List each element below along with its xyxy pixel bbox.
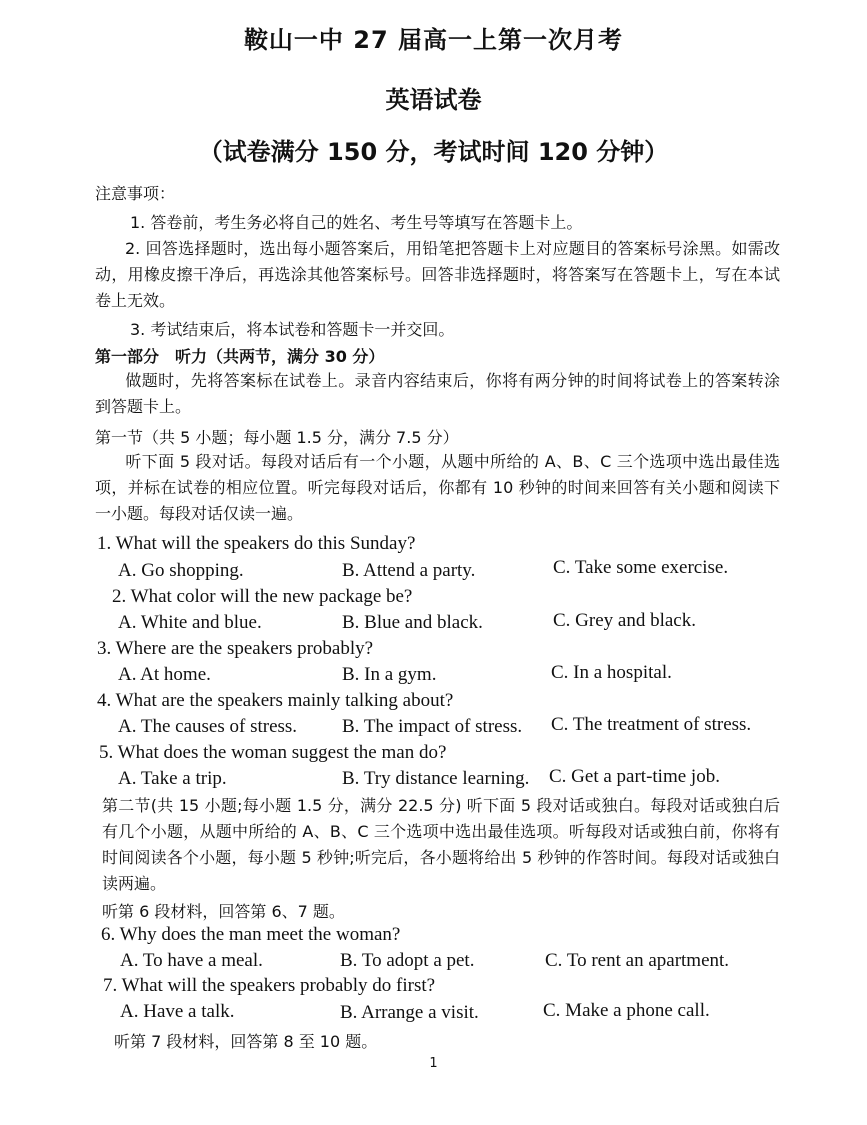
option-b: B. Arrange a visit. (340, 1002, 479, 1023)
option-a: A. Have a talk. (120, 1001, 235, 1022)
option-b: B. Attend a party. (342, 560, 476, 581)
option-b: B. Blue and black. (342, 612, 483, 633)
note-item-2-text: 2. 回答选择题时，选出每小题答案后，用铅笔把答题卡上对应题目的答案标号涂黑。如需改动，用橡皮擦干净后，再选涂其他答案标号。回答非选择题时，将答案写在答题卡上，写在本试卷上无效。 (95, 239, 780, 310)
option-b: B. To adopt a pet. (340, 950, 475, 971)
exam-info: （试卷满分 150 分，考试时间 120 分钟） (198, 138, 669, 166)
question-stem: 6. Why does the man meet the woman? (101, 924, 401, 945)
option-a: A. At home. (118, 664, 211, 685)
page-number: 1 (429, 1056, 438, 1071)
question-stem: 2. What color will the new package be? (112, 586, 413, 607)
option-a: A. Go shopping. (118, 560, 244, 581)
option-b: B. Try distance learning. (342, 768, 530, 789)
exam-title: 鞍山一中 27 届高一上第一次月考 (243, 26, 624, 54)
note-item-3: 3. 考试结束后，将本试卷和答题卡一并交回。 (130, 320, 455, 339)
section1-intro (95, 449, 780, 527)
option-c: C. Make a phone call. (543, 1000, 710, 1021)
option-b: B. In a gym. (342, 664, 437, 685)
material-7-note: 听第 7 段材料，回答第 8 至 10 题。 (114, 1032, 378, 1051)
option-c: C. Grey and black. (553, 610, 696, 631)
section2-intro: 第二节(共 15 小题;每小题 1.5 分，满分 22.5 分) 听下面 5 段对话或独白。每段对话或独白后有几个小题，从题中所给的 A、B、C 三个选项中选出最佳选项。听每段对话或独白前，你将有时间阅读各个小题，每小题 5 秒钟;听完后，各小题将给出 5 秒钟的作答时间。每段对话或独白读两遍。 (102, 796, 780, 893)
question-stem: 3. Where are the speakers probably? (97, 638, 374, 659)
notes-heading: 注意事项： (95, 184, 176, 203)
option-a: A. White and blue. (118, 612, 262, 633)
option-c: C. The treatment of stress. (551, 714, 752, 735)
option-a: A. Take a trip. (118, 768, 227, 789)
option-b: B. The impact of stress. (342, 716, 523, 737)
section1-intro-text: 听下面 5 段对话。每段对话后有一个小题，从题中所给的 A、B、C 三个选项中选出最佳选项，并标在试卷的相应位置。听完每段对话后，你都有 10 秒钟的时间来回答有关小题和阅读下一小题。每段对话仅读一遍。 (95, 452, 780, 523)
part1-intro-text: 做题时，先将答案标在试卷上。录音内容结束后，你将有两分钟的时间将试卷上的答案转涂到答题卡上。 (95, 371, 780, 416)
option-a: A. The causes of stress. (118, 716, 298, 737)
note-item-1: 1. 答卷前，考生务必将自己的姓名、考生号等填写在答题卡上。 (130, 213, 583, 232)
question-stem: 5. What does the woman suggest the man do? (99, 742, 447, 763)
option-c: C. In a hospital. (551, 662, 672, 683)
section1-heading: 第一节（共 5 小题；每小题 1.5 分，满分 7.5 分） (95, 428, 459, 447)
note-item-2 (95, 236, 780, 314)
part1-heading: 第一部分 听力（共两节，满分 30 分） (95, 347, 385, 366)
option-c: C. To rent an apartment. (545, 950, 730, 971)
question-stem: 1. What will the speakers do this Sunday? (97, 533, 416, 554)
part1-intro (95, 368, 780, 420)
option-a: A. To have a meal. (120, 950, 263, 971)
question-stem: 4. What are the speakers mainly talking about? (97, 690, 454, 711)
option-c: C. Get a part-time job. (549, 766, 720, 787)
option-c: C. Take some exercise. (553, 557, 729, 578)
exam-subject: 英语试卷 (385, 86, 482, 114)
question-stem: 7. What will the speakers probably do first? (103, 975, 436, 996)
material-6-note: 听第 6 段材料，回答第 6、7 题。 (102, 902, 345, 921)
